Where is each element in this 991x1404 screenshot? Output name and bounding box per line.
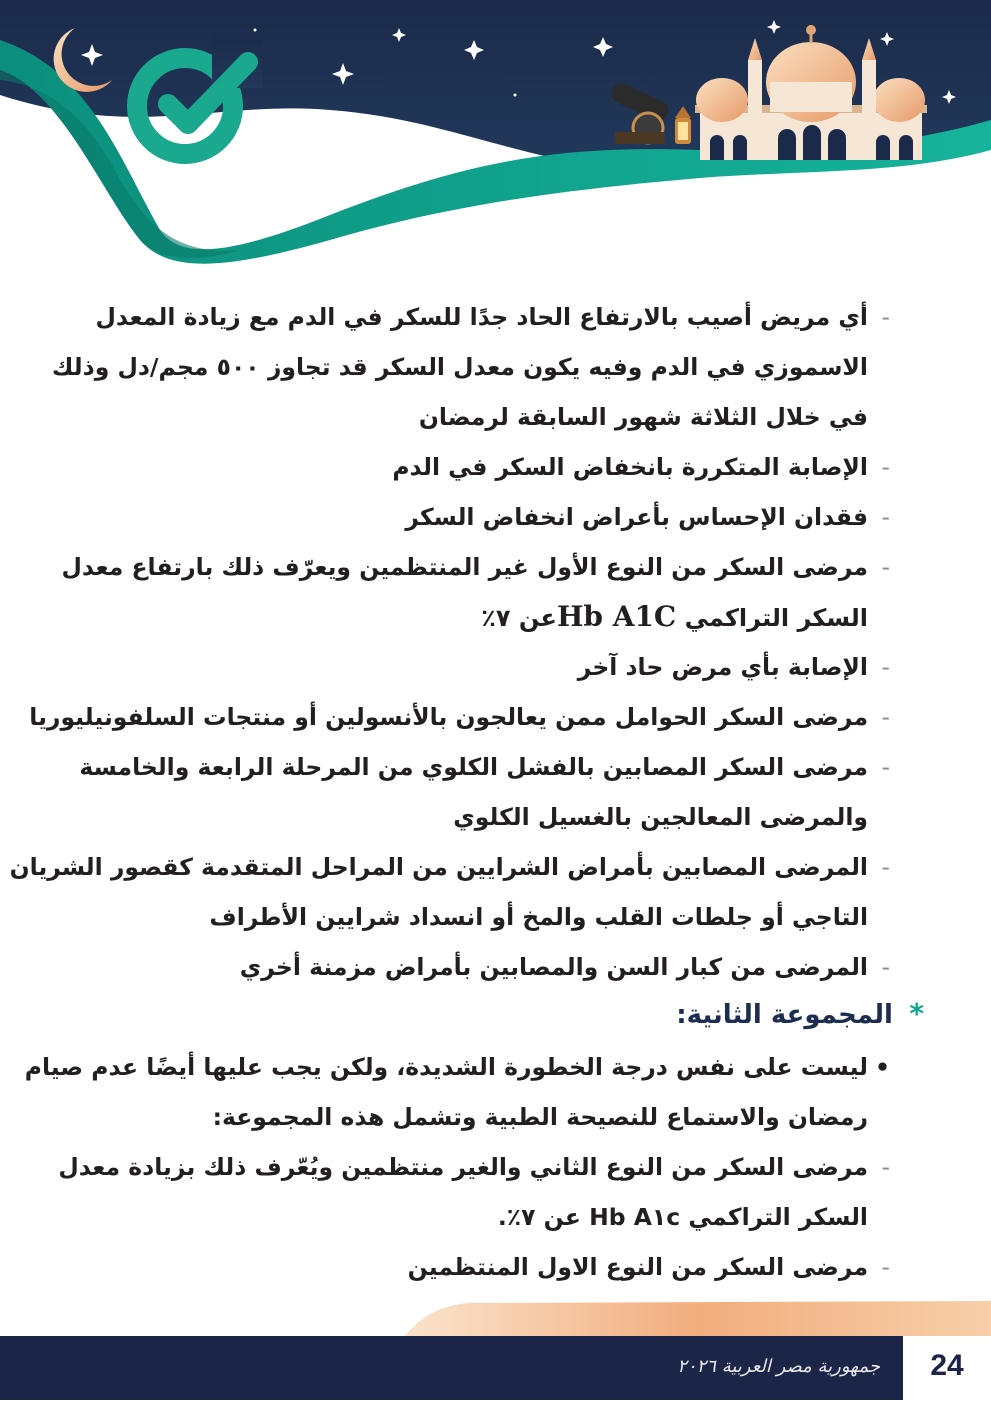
footer-caption: جمهورية مصر العربية ٢٠٢٦ <box>677 1356 880 1377</box>
list-item: -مرضى السكر المصابين بالفشل الكلوي من المرحلة الرابعة والخامسة <box>79 753 890 781</box>
list-item: -المرضى المصابين بأمراض الشرايين من المراحل المتقدمة كقصور الشريان <box>9 853 890 881</box>
ramadan-header-banner <box>0 0 991 270</box>
list-item: -الإصابة بأي مرض حاد آخر <box>577 653 890 681</box>
list-item-continuation: في خلال الثلاثة شهور السابقة لرمضان <box>418 403 868 431</box>
list-item-continuation: الاسموزي في الدم وفيه يكون معدل السكر قد تجاوز ٥٠٠ مجم/دل وذلك <box>51 353 868 381</box>
bullet-icon: • <box>874 1053 890 1081</box>
list-item: -مرضى السكر من النوع الاول المنتظمين <box>407 1253 890 1281</box>
section-heading: * المجموعة الثانية: <box>60 992 924 1036</box>
page-number: 24 <box>903 1336 991 1400</box>
list-item: -مرضى السكر الحوامل ممن يعالجون بالأنسولين أو منتجات السلفونيليوريا <box>29 703 890 731</box>
list-item: -مرضى السكر من النوع الثاني والغير منتظمين ويُعّرف ذلك بزيادة معدل <box>58 1153 890 1181</box>
list-item-continuation: والمرضى المعالجين بالغسيل الكلوي <box>453 803 868 831</box>
list-item-continuation: السكر التراكمي Hb A1Cعن ٧٪ <box>481 600 868 633</box>
list-item-continuation: السكر التراكمي Hb A١c عن ٧٪. <box>497 1203 868 1231</box>
list-item: -فقدان الإحساس بأعراض انخفاض السكر <box>405 503 890 531</box>
hba1c-code: Hb A1C <box>556 600 677 633</box>
list-item: -أي مريض أصيب بالارتفاع الحاد جدًا للسكر في الدم مع زيادة المعدل <box>95 303 890 331</box>
document-body <box>9 292 924 1292</box>
page-footer <box>0 1295 991 1400</box>
list-item: -الإصابة المتكررة بانخفاض السكر في الدم <box>392 453 890 481</box>
bullet-paragraph-continuation: رمضان والاستماع للنصيحة الطبية وتشمل هذه المجموعة: <box>212 1103 868 1131</box>
list-item-continuation: التاجي أو جلطات القلب والمخ أو انسداد شرايين الأطراف <box>209 903 868 931</box>
bullet-paragraph: •ليست على نفس درجة الخطورة الشديدة، ولكن يجب عليها أيضًا عدم صيام <box>60 1042 890 1092</box>
asterisk-icon: * <box>909 997 924 1030</box>
list-item: -مرضى السكر من النوع الأول غير المنتظمين ويعرّف ذلك بارتفاع معدل <box>61 553 890 581</box>
list-item: -المرضى من كبار السن والمصابين بأمراض مزمنة أخري <box>239 953 890 981</box>
